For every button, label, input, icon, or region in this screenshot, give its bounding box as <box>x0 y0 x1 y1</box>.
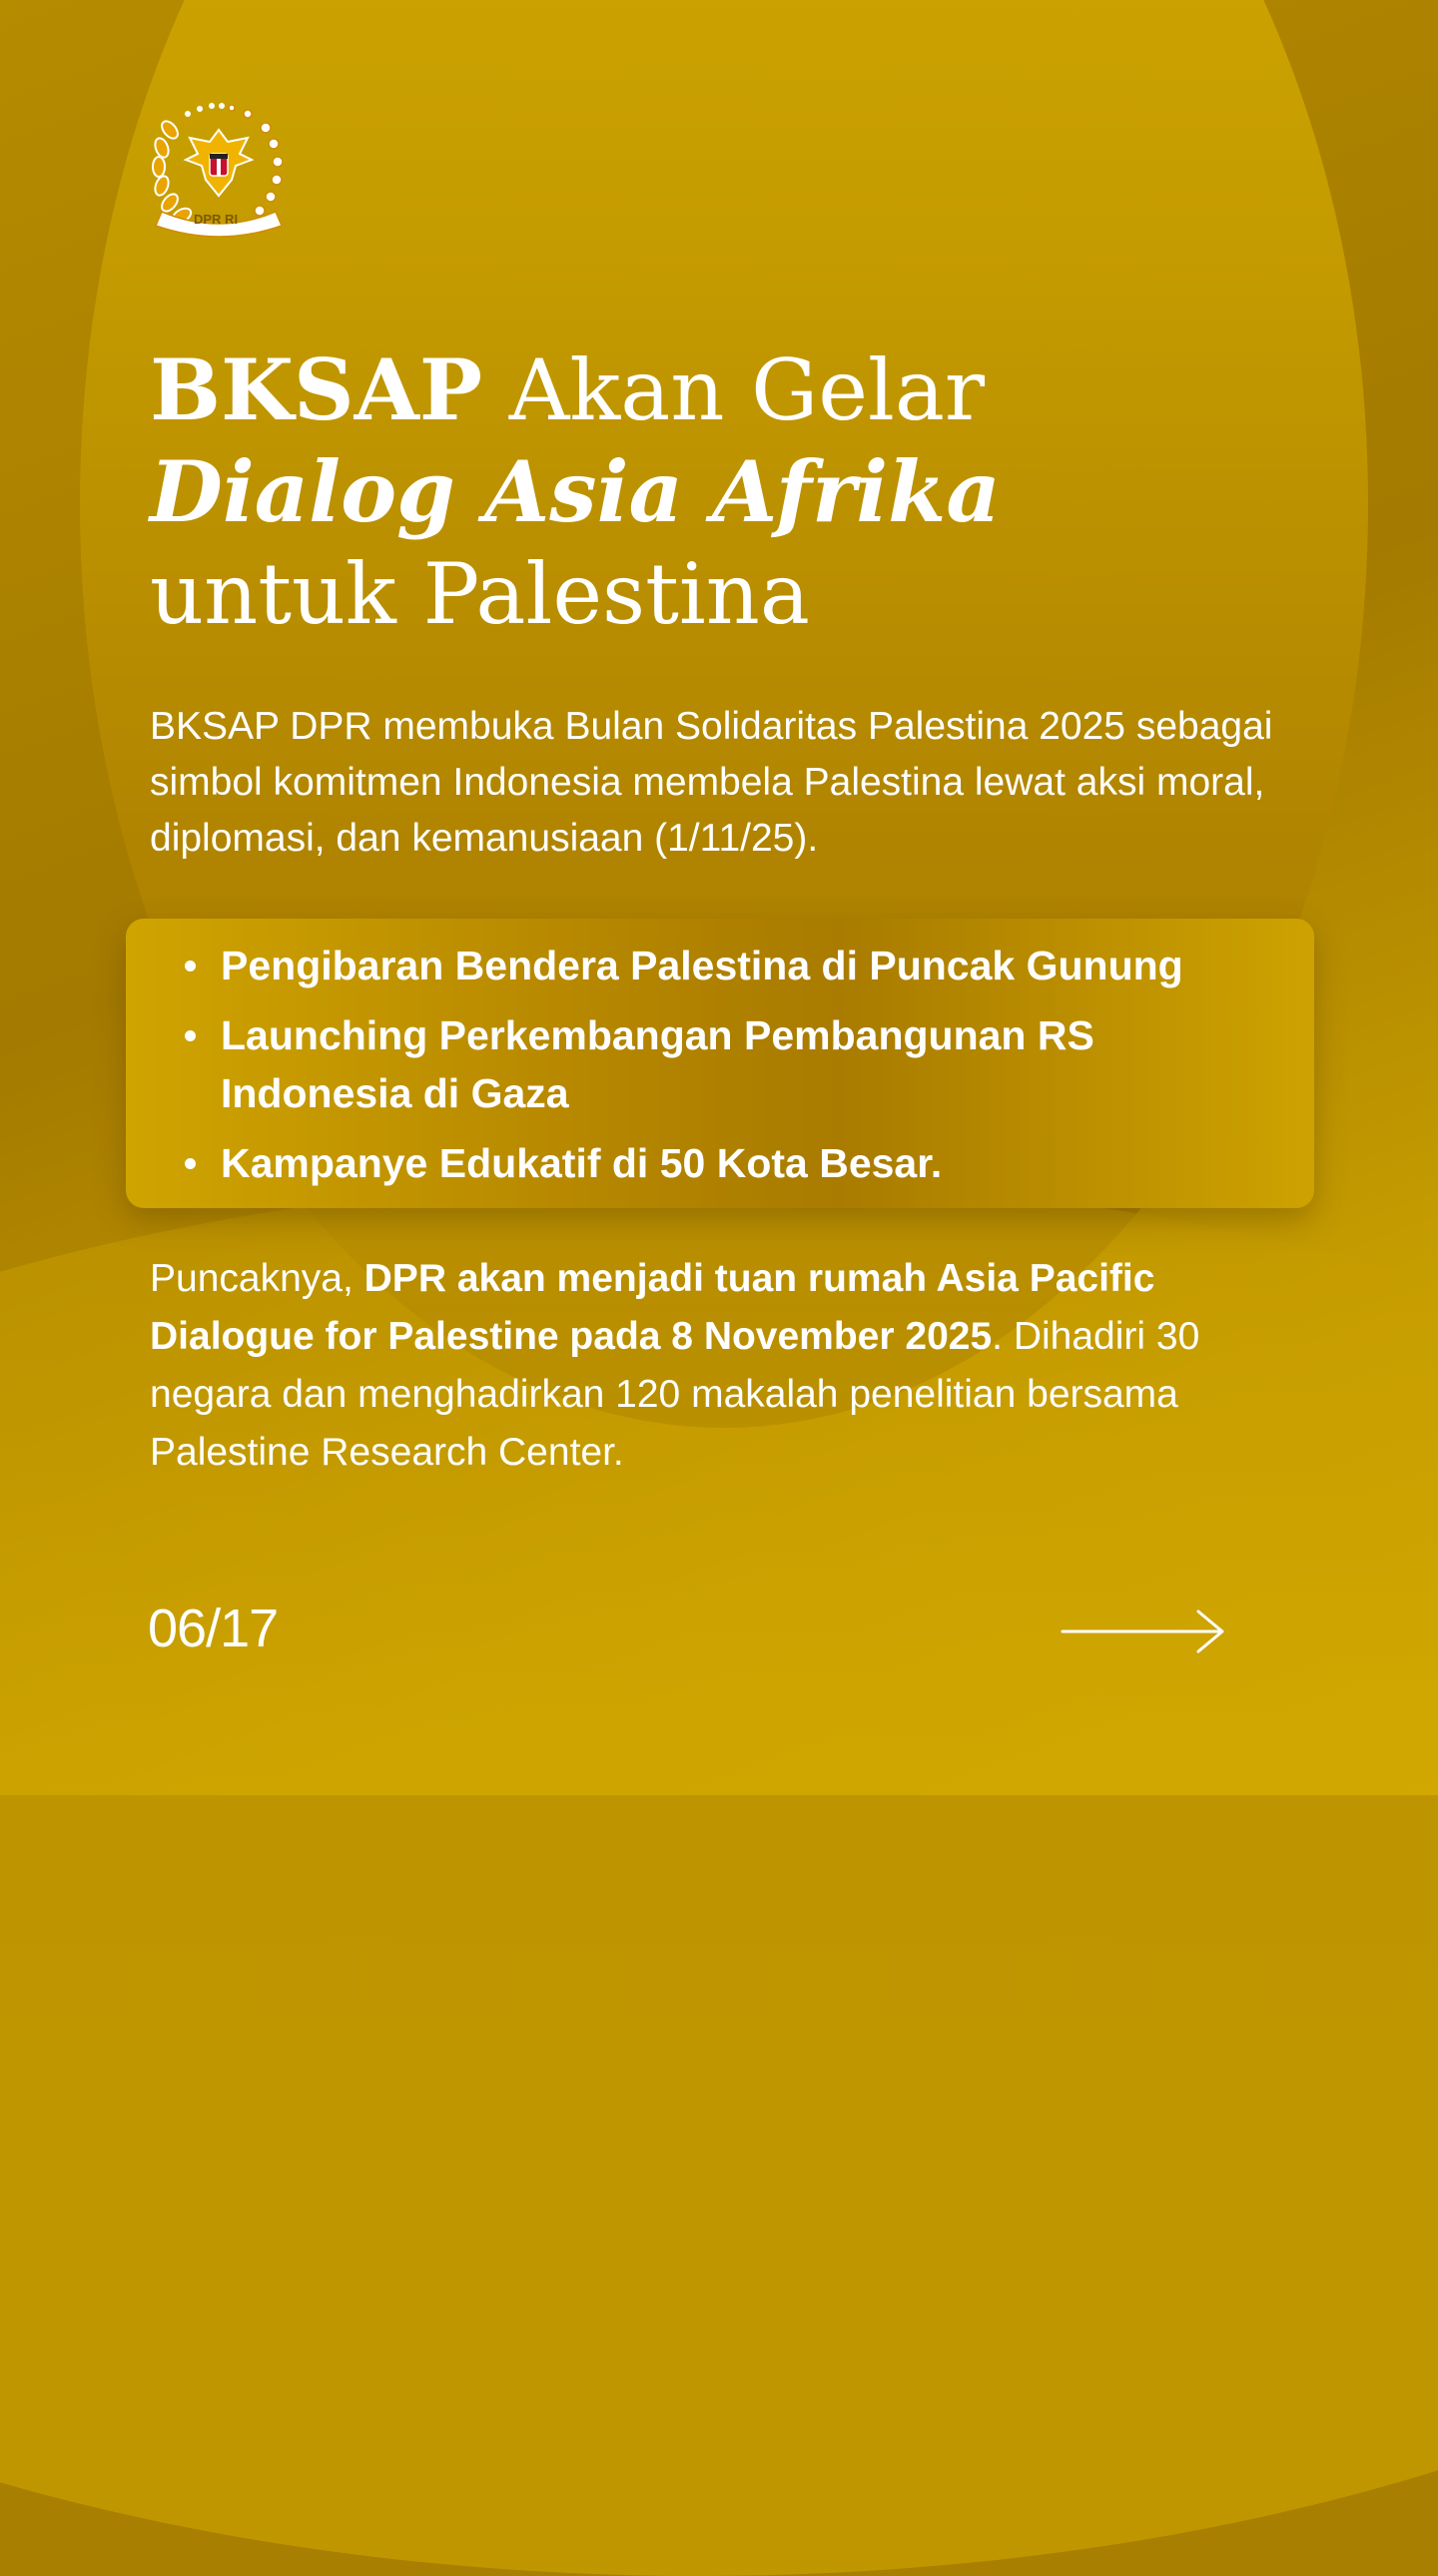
title-line3: untuk Palestina <box>150 545 810 643</box>
intro-paragraph: BKSAP DPR membuka Bulan Solidaritas Palestina 2025 sebagai simbol komitmen Indonesia membela Palestina lewat aksi moral, diplomasi, dan kemanusiaan (1/11/25). <box>150 705 1273 860</box>
next-button[interactable] <box>1061 1604 1228 1659</box>
arrow-right-icon <box>1061 1604 1228 1659</box>
title-italic-line: Dialog Asia Afrika <box>150 442 1001 541</box>
logo-label: DPR RI <box>194 212 239 227</box>
highlights-list <box>126 919 1314 1192</box>
page-number: 06/17 <box>148 1599 279 1658</box>
page-title <box>150 339 1148 645</box>
title-bold-word: BKSAP <box>150 340 483 439</box>
list-item: Launching Perkembangan Pembangunan RS Indonesia di Gaza <box>221 1006 1279 1122</box>
title-line1-rest: Akan Gelar <box>482 341 986 439</box>
closing-paragraph <box>150 1250 1278 1482</box>
list-item: Kampanye Edukatif di 50 Kota Besar. <box>221 1134 1279 1192</box>
list-item: Pengibaran Bendera Palestina di Puncak Gunung <box>221 937 1279 994</box>
closing-lead: Puncaknya, <box>150 1257 364 1300</box>
dpr-ri-logo <box>148 100 290 240</box>
closing-bold: DPR akan menjadi tuan rumah Asia Pacific Dialogue for Palestine pada 8 November 2025 <box>150 1257 1155 1358</box>
closing-rest: . Dihadiri 30 negara dan menghadirkan 120 makalah penelitian bersama Palestine Research Center. <box>150 1315 1200 1474</box>
highlights-box <box>126 919 1314 1208</box>
